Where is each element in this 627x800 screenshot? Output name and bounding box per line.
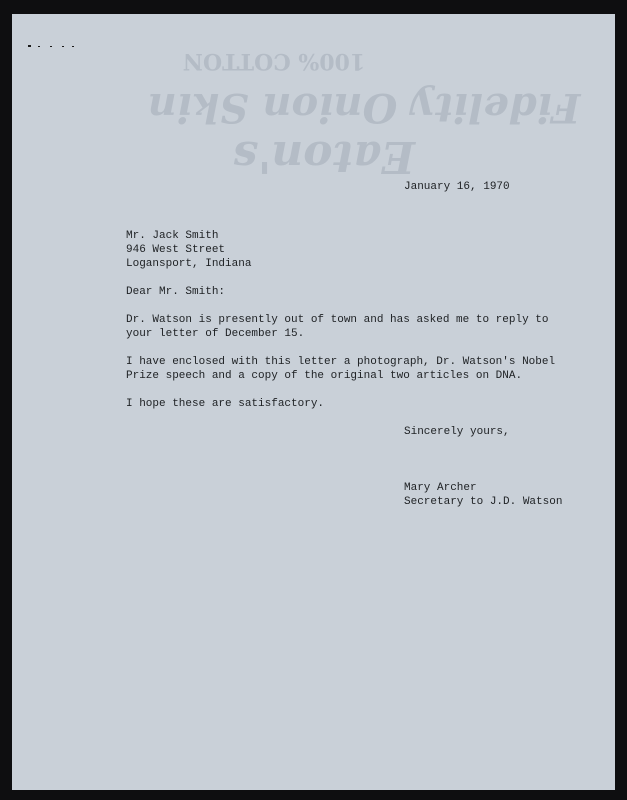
recipient-name: Mr. Jack Smith [126,230,219,242]
watermark-line-1: 100% COTTON [182,48,366,74]
watermark-line-2: Fidelity Onion Skin [147,84,581,131]
paragraph-2-line-1: I have enclosed with this letter a photograph, Dr. Watson's Nobel [126,356,556,368]
paragraph-2-line-2: Prize speech and a copy of the original two articles on DNA. [126,370,523,382]
recipient-city: Logansport, Indiana [126,258,252,270]
letter-body [12,14,615,790]
recipient-street: 946 West Street [126,244,226,256]
paragraph-1-line-2: your letter of December 15. [126,328,305,340]
paragraph-3: I hope these are satisfactory. [126,398,325,410]
closing: Sincerely yours, [404,426,510,438]
watermark-line-3: Eaton's [233,131,415,182]
paragraph-1-line-1: Dr. Watson is presently out of town and has asked me to reply to [126,314,549,326]
letter-date: January 16, 1970 [404,181,510,193]
signature-title: Secretary to J.D. Watson [404,496,563,508]
salutation: Dear Mr. Smith: [126,286,226,298]
signature-name: Mary Archer [404,482,477,494]
letter-page [12,14,615,790]
